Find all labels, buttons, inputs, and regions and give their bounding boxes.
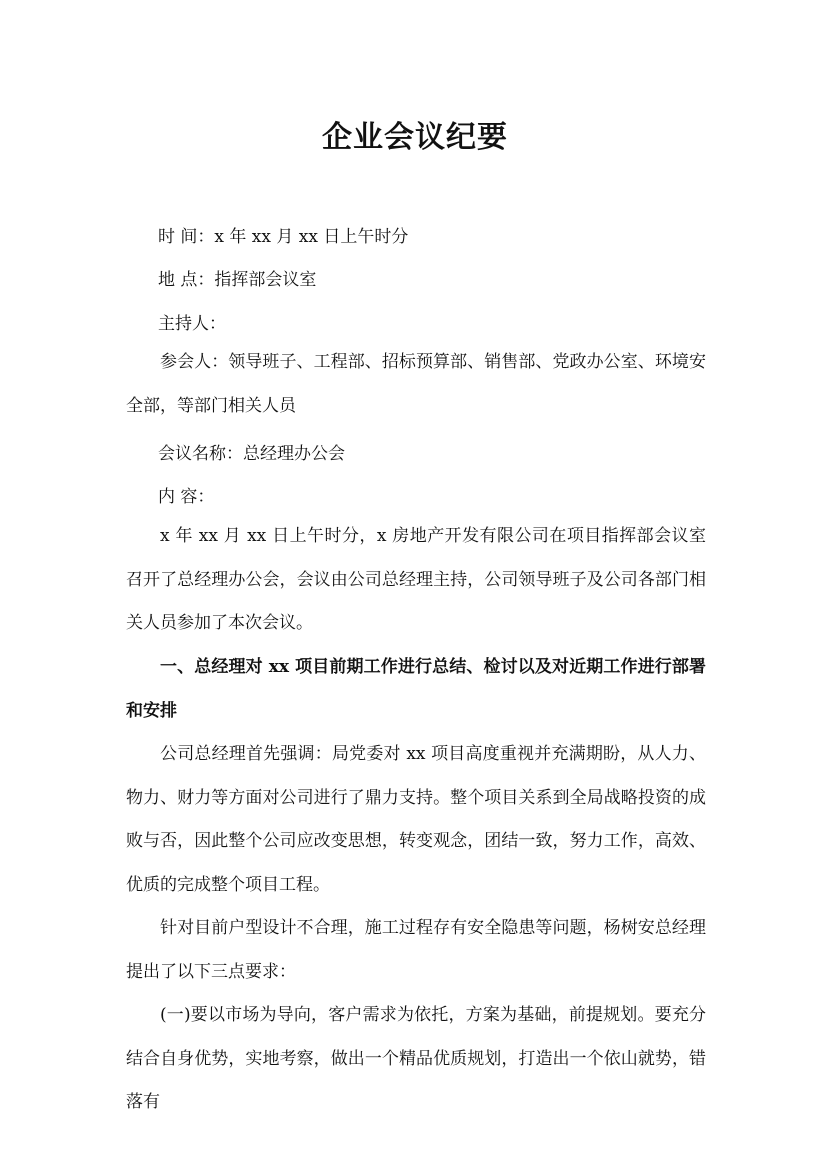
meeting-place-value: 指挥部会议室 <box>214 270 317 290</box>
meeting-host-label: 主持人： <box>158 314 226 334</box>
meeting-name-value: 总经理办公会 <box>243 444 345 464</box>
meeting-time-label: 时 间： <box>158 227 215 247</box>
body-paragraph: 公司总经理首先强调：局党委对 xx 项目高度重视并充满期盼，从人力、物力、财力等方面对公司进行了鼎力支持。整个项目关系到全局战略投资的成败与否，因此整个公司应改变思想，转变观念，团结一致，努力工作，高效、优质的完成整个项目工程。 <box>126 744 706 895</box>
body-paragraph: (一)要以市场为导向，客户需求为依托，方案为基础，前提规划。要充分结合自身优势，实地考察，做出一个精品优质规划，打造出一个依山就势，错落有 <box>126 1005 706 1112</box>
document-title: 企业会议纪要 <box>322 120 508 155</box>
meeting-content-label: 内 容： <box>158 487 215 507</box>
body-paragraph: 针对目前户型设计不合理，施工过程存有安全隐患等问题，杨树安总经理提出了以下三点要求： <box>126 918 706 982</box>
meeting-time-value: x 年 xx 月 xx 日上午时分 <box>214 227 409 247</box>
meeting-host <box>158 309 226 334</box>
meeting-name-label: 会议名称： <box>158 444 243 464</box>
meeting-place <box>158 265 316 290</box>
meeting-name <box>158 439 345 464</box>
section-heading: 一、总经理对 xx 项目前期工作进行总结、检讨以及对近期工作进行部署和安排 <box>126 657 706 721</box>
meeting-attendees: 参会人：领导班子、工程部、招标预算部、销售部、党政办公室、环境安全部，等部门相关人员 <box>126 352 706 416</box>
meeting-place-label: 地 点： <box>158 270 215 290</box>
intro-paragraph: x 年 xx 月 xx 日上午时分，x 房地产开发有限公司在项目指挥部会议室召开了总经理办公会，会议由公司总经理主持，公司领导班子及公司各部门相关人员参加了本次会议。 <box>126 526 706 633</box>
meeting-time <box>158 222 408 247</box>
